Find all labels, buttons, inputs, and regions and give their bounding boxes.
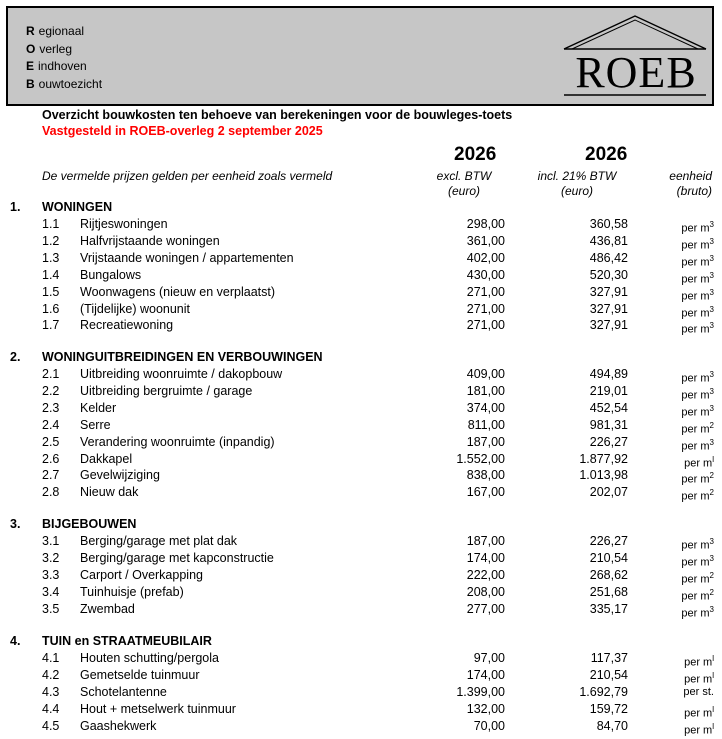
price-incl-vat: 219,01 <box>589 383 628 398</box>
table-row <box>0 434 722 451</box>
section-number: 2. <box>10 350 21 364</box>
page-title: Overzicht bouwkosten ten behoeve van berekeningen voor de bouwleges-toets <box>42 108 513 122</box>
price-incl-vat: 1.692,79 <box>579 684 628 699</box>
price-excl-vat: 1.399,00 <box>456 684 505 699</box>
item-description: Woonwagens (nieuw en verplaatst) <box>80 284 276 299</box>
unit-exponent: l <box>712 704 714 714</box>
table-row <box>0 383 722 400</box>
item-number: 4.5 <box>42 718 60 733</box>
unit-label: per $m^3$ <box>681 253 714 269</box>
unit-label: per $m^l$ <box>684 721 714 737</box>
unit-exponent: l <box>712 670 714 680</box>
item-description: Schotelantenne <box>80 684 167 699</box>
price-incl-vat: 452,54 <box>589 400 628 415</box>
item-number: 1.5 <box>42 284 60 299</box>
unit-label: per $m^3$ <box>681 403 714 419</box>
item-description: Vrijstaande woningen / appartementen <box>80 250 294 265</box>
unit-label: per $m^2$ <box>681 420 714 436</box>
intro-text: De vermelde prijzen gelden per eenheid zoals vermeld <box>42 169 333 183</box>
table-row <box>0 267 722 284</box>
price-incl-vat: 202,07 <box>589 485 628 500</box>
table-row <box>0 484 722 501</box>
item-number: 2.7 <box>42 468 60 483</box>
item-number: 2.4 <box>42 417 60 432</box>
unit-label: per $m^3$ <box>681 386 714 402</box>
price-incl-vat: 1.877,92 <box>579 451 628 466</box>
price-incl-vat: 210,54 <box>589 550 628 565</box>
unit-exponent: 2 <box>709 488 714 498</box>
item-description: Tuinhuisje (prefab) <box>80 584 184 599</box>
table-row <box>0 650 722 667</box>
table-row <box>0 584 722 601</box>
price-incl-vat: 436,81 <box>589 233 628 248</box>
item-description: Uitbreiding bergruimte / garage <box>80 383 253 398</box>
unit-exponent: 3 <box>709 386 714 396</box>
item-number: 4.4 <box>42 701 60 716</box>
table-row <box>0 701 722 718</box>
column-header-unit: eenheid (bruto) <box>669 169 712 198</box>
unit-exponent: 3 <box>709 403 714 413</box>
item-description: Gemetselde tuinmuur <box>80 667 200 682</box>
section-title: BIJGEBOUWEN <box>42 517 137 531</box>
table-row <box>0 451 722 468</box>
price-excl-vat: 838,00 <box>466 468 505 483</box>
unit-label: per $m^3$ <box>681 370 714 385</box>
item-description: Dakkapel <box>80 451 133 466</box>
acronym-line: E indhoven <box>26 59 87 73</box>
price-incl-vat: 327,91 <box>589 301 628 316</box>
item-description: Halfvrijstaande woningen <box>80 233 220 248</box>
item-number: 4.1 <box>42 651 60 665</box>
price-excl-vat: 409,00 <box>466 367 505 381</box>
item-number: 2.2 <box>42 383 60 398</box>
item-number: 1.6 <box>42 301 60 316</box>
price-excl-vat: 1.552,00 <box>456 451 505 466</box>
item-number: 4.2 <box>42 667 60 682</box>
item-description: Houten schutting/pergola <box>80 651 219 665</box>
table-row <box>0 417 722 434</box>
item-number: 1.4 <box>42 267 60 282</box>
price-excl-vat: 271,00 <box>466 318 505 333</box>
item-description: Kelder <box>80 400 117 415</box>
price-excl-vat: 174,00 <box>466 667 505 682</box>
unit-label: per $m^3$ <box>681 304 714 320</box>
price-incl-vat: 327,91 <box>589 284 628 299</box>
item-description: Gaashekwerk <box>80 718 157 733</box>
price-incl-vat: 981,31 <box>589 417 628 432</box>
price-excl-vat: 374,00 <box>466 400 505 415</box>
price-excl-vat: 271,00 <box>466 284 505 299</box>
item-number: 2.3 <box>42 400 60 415</box>
item-description: Verandering woonruimte (inpandig) <box>80 434 275 449</box>
page-subtitle: Vastgesteld in ROEB-overleg 2 september 2025 <box>42 124 323 138</box>
column-header-excl: excl. BTW (euro) <box>436 169 492 198</box>
table-row <box>0 533 722 550</box>
section-number: 1. <box>10 200 21 214</box>
section-title: TUIN en STRAATMEUBILAIR <box>42 634 212 648</box>
roeb-logo <box>560 13 710 97</box>
unit-exponent: l <box>712 721 714 731</box>
table-row <box>0 718 722 735</box>
price-excl-vat: 402,00 <box>466 250 505 265</box>
item-description: Gevelwijziging <box>80 468 160 483</box>
price-excl-vat: 167,00 <box>466 485 505 500</box>
price-incl-vat: 494,89 <box>589 367 628 381</box>
unit-label: per $m^2$ <box>681 587 714 603</box>
unit-exponent: l <box>712 654 714 663</box>
price-incl-vat: 226,27 <box>589 434 628 449</box>
item-number: 2.6 <box>42 451 60 466</box>
table-row <box>0 301 722 318</box>
price-incl-vat: 327,91 <box>589 318 628 333</box>
price-excl-vat: 271,00 <box>466 301 505 316</box>
item-number: 3.5 <box>42 601 60 616</box>
unit-exponent: 3 <box>709 270 714 280</box>
unit-exponent: 2 <box>709 420 714 430</box>
unit-label: per $m^3$ <box>681 437 714 453</box>
item-number: 3.2 <box>42 550 60 565</box>
price-incl-vat: 486,42 <box>589 250 628 265</box>
header-banner <box>6 6 714 106</box>
price-incl-vat: 159,72 <box>589 701 628 716</box>
price-excl-vat: 174,00 <box>466 550 505 565</box>
table-row <box>0 567 722 584</box>
acronym-line: R egionaal <box>26 24 85 38</box>
item-description: Zwembad <box>80 601 135 616</box>
unit-exponent: 3 <box>709 304 714 314</box>
price-incl-vat: 117,37 <box>590 651 628 665</box>
item-description: Berging/garage met kapconstructie <box>80 550 274 565</box>
price-excl-vat: 187,00 <box>466 534 505 548</box>
price-excl-vat: 181,00 <box>466 383 505 398</box>
item-number: 1.7 <box>42 318 60 333</box>
item-number: 1.3 <box>42 250 60 265</box>
price-incl-vat: 210,54 <box>589 667 628 682</box>
price-incl-vat: 84,70 <box>596 718 628 733</box>
unit-label: per $m^2$ <box>681 471 714 487</box>
section-title: WONINGEN <box>42 200 113 214</box>
column-header-incl: incl. 21% BTW (euro) <box>537 169 617 198</box>
unit-label: per $m^l$ <box>684 704 714 720</box>
table-row <box>0 467 722 487</box>
table-row <box>0 400 722 417</box>
unit-exponent: 3 <box>709 287 714 297</box>
price-incl-vat: 520,30 <box>589 267 628 282</box>
unit-exponent: l <box>712 454 714 464</box>
organization-acronym <box>26 23 102 93</box>
price-incl-vat: 1.013,98 <box>579 468 628 483</box>
price-incl-vat: 335,17 <box>589 601 628 616</box>
unit-exponent: 3 <box>709 604 714 614</box>
item-description: Rijtjeswoningen <box>80 217 168 231</box>
price-excl-vat: 70,00 <box>473 718 505 733</box>
item-number: 3.3 <box>42 567 60 582</box>
table-row <box>0 550 722 567</box>
price-excl-vat: 208,00 <box>466 584 505 599</box>
item-description: Nieuw dak <box>80 485 139 500</box>
unit-exponent: 3 <box>709 437 714 447</box>
acronym-line: O verleg <box>26 41 73 56</box>
unit-exponent: 3 <box>709 553 714 563</box>
price-incl-vat: 226,27 <box>589 534 628 548</box>
unit-label: per $m^2$ <box>681 570 714 586</box>
price-excl-vat: 277,00 <box>466 601 505 616</box>
unit-label: per $m^3$ <box>681 220 714 235</box>
item-description: Uitbreiding woonruimte / dakopbouw <box>80 367 283 381</box>
acronym-line: B ouwtoezicht <box>26 76 103 91</box>
unit-exponent: 2 <box>709 587 714 597</box>
item-description: Hout + metselwerk tuinmuur <box>80 701 236 716</box>
price-excl-vat: 361,00 <box>466 233 505 248</box>
unit-label: per $m^l$ <box>684 670 714 686</box>
item-number: 1.1 <box>42 217 60 231</box>
item-number: 3.4 <box>42 584 60 599</box>
table-row <box>0 284 722 301</box>
unit-exponent: 3 <box>709 253 714 263</box>
table-row <box>0 233 722 250</box>
price-incl-vat: 360,58 <box>589 217 628 231</box>
table-row <box>0 317 722 337</box>
item-description: Bungalows <box>80 267 142 282</box>
table-row <box>0 684 722 701</box>
unit-label: per $m^3$ <box>681 321 714 337</box>
item-description: Serre <box>80 417 111 432</box>
year-excl-heading: 2026 <box>454 144 497 165</box>
unit-exponent: 3 <box>709 220 714 229</box>
item-number: 2.1 <box>42 367 60 381</box>
unit-exponent: 2 <box>709 570 714 580</box>
price-excl-vat: 187,00 <box>466 434 505 449</box>
price-excl-vat: 132,00 <box>466 701 505 716</box>
unit-label: per $m^3$ <box>681 236 714 252</box>
table-row <box>0 250 722 267</box>
price-excl-vat: 222,00 <box>466 567 505 582</box>
section-number: 3. <box>10 517 21 531</box>
item-description: (Tijdelijke) woonunit <box>80 301 190 316</box>
price-excl-vat: 298,00 <box>466 217 505 231</box>
unit-exponent: 3 <box>709 537 714 546</box>
price-excl-vat: 430,00 <box>466 267 505 282</box>
table-row <box>0 667 722 684</box>
unit-label: per $m^l$ <box>684 454 714 470</box>
item-description: Recreatiewoning <box>80 318 174 333</box>
unit-label: per $m^l$ <box>684 654 714 669</box>
unit-label: per $m^3$ <box>681 553 714 569</box>
unit-label: per $m^3$ <box>681 270 714 286</box>
unit-label: per st. <box>683 685 714 698</box>
item-number: 2.8 <box>42 485 60 500</box>
table-row <box>0 216 722 233</box>
unit-exponent: 3 <box>709 236 714 246</box>
item-number: 1.2 <box>42 233 60 248</box>
item-description: Berging/garage met plat dak <box>80 534 238 548</box>
unit-exponent: 3 <box>709 370 714 379</box>
logo-text: ROEB <box>575 48 697 97</box>
item-description: Carport / Overkapping <box>80 567 203 582</box>
unit-label: per $m^3$ <box>681 537 714 552</box>
price-incl-vat: 268,62 <box>589 567 628 582</box>
price-excl-vat: 97,00 <box>473 651 505 665</box>
unit-exponent: 2 <box>709 471 714 481</box>
table-row <box>0 366 722 383</box>
unit-exponent: 3 <box>709 321 714 331</box>
item-number: 4.3 <box>42 684 60 699</box>
item-number: 3.1 <box>42 534 60 548</box>
price-incl-vat: 251,68 <box>589 584 628 599</box>
year-incl-heading: 2026 <box>585 144 628 165</box>
price-excl-vat: 811,00 <box>467 417 505 432</box>
section-title: WONINGUITBREIDINGEN EN VERBOUWINGEN <box>42 350 323 364</box>
item-number: 2.5 <box>42 434 60 449</box>
section-number: 4. <box>10 634 21 648</box>
unit-label: per $m^3$ <box>681 287 714 303</box>
unit-label: per $m^3$ <box>681 604 714 620</box>
table-row <box>0 601 722 618</box>
unit-label: per $m^2$ <box>681 488 714 503</box>
